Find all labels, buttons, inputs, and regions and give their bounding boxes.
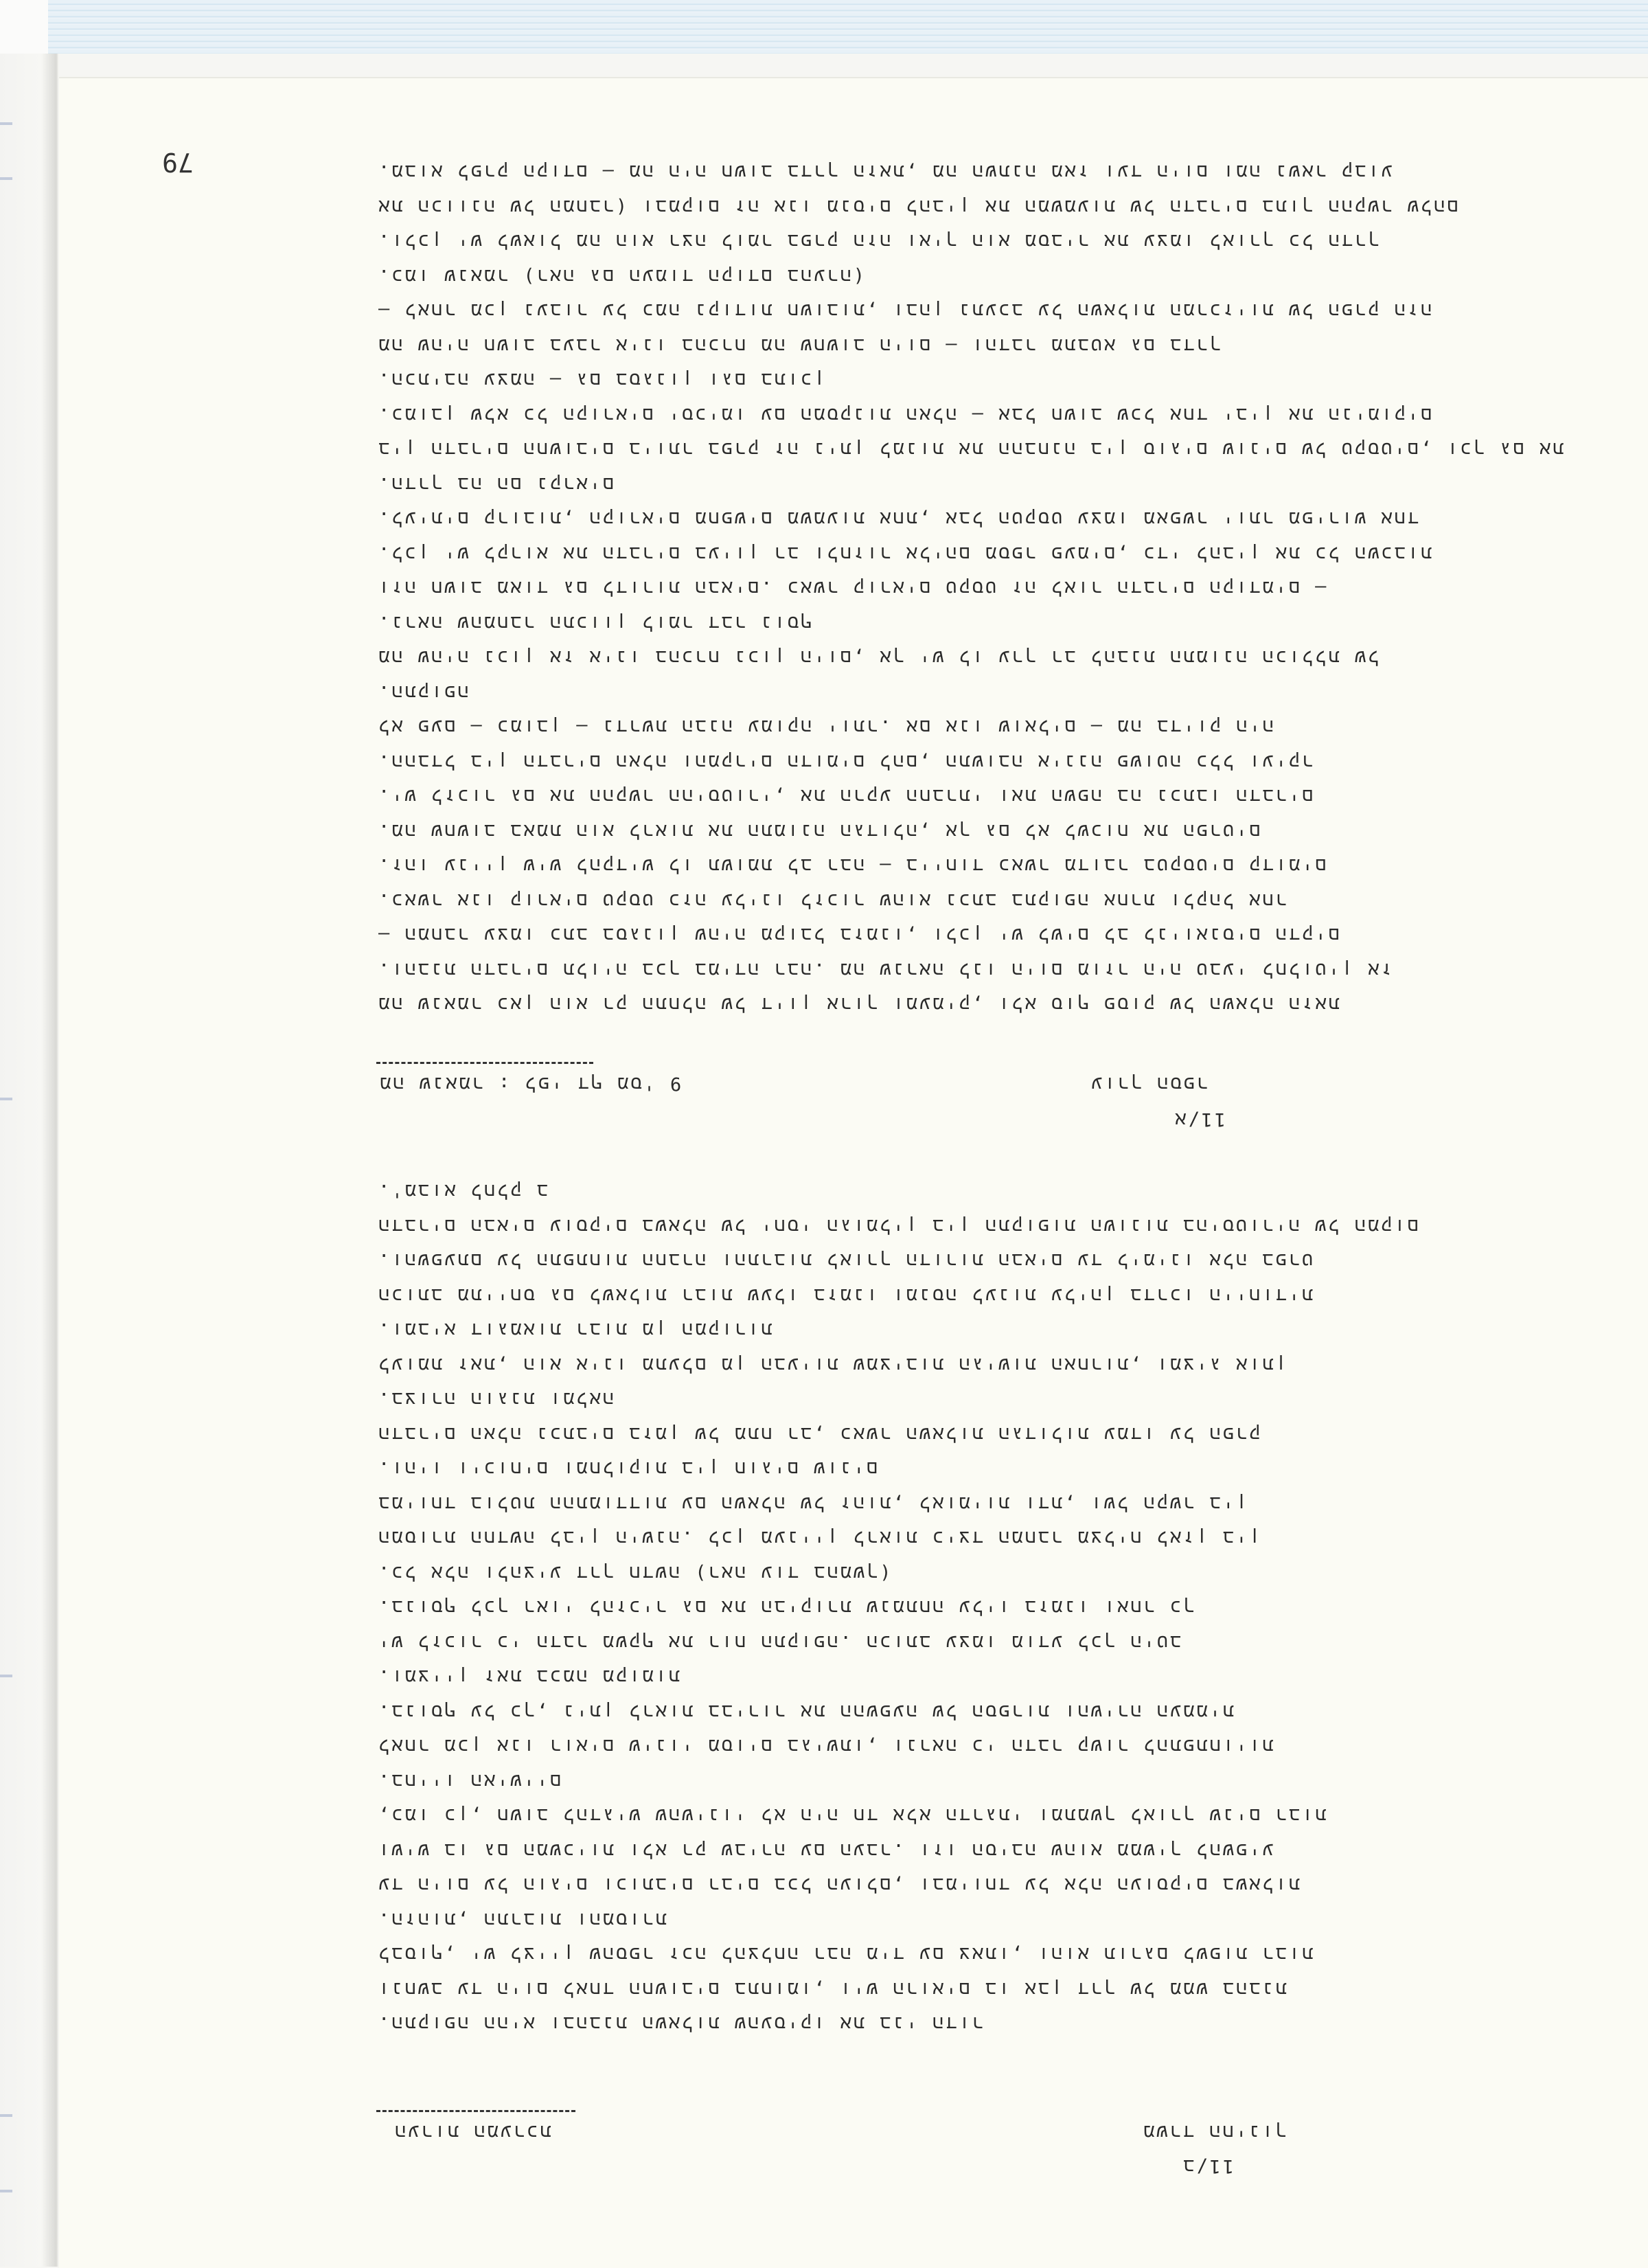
section-1-signature: מה שנאמר : לפי דף מס' 9 — [378, 1073, 682, 1094]
section-1-date: 11/א — [1173, 1109, 1226, 1130]
section2-line: לבסוף, יש לציין שהספר זכה להצלחה רבה מיד עם צאתו, והוא תורגם לשפות רבות — [376, 1943, 1314, 1964]
page-number: 79 — [162, 147, 194, 177]
section2-line: בצורה הוגנת ומלאה. — [376, 1388, 614, 1409]
section2-line: המסורת החדשה לבין הישנה. לכן מעניין לראות כיצד המחבר מצליח לאזן בין — [376, 1527, 1261, 1548]
section1-line: מבוא לפרק הקודם – מה היה חשוב בדרך הזאת, מה השתנה מאז ועד היום ומה נשאר קבוע. — [376, 161, 1393, 182]
section1-line: יש לזכור גם את ההקשר ההיסטורי, את הרקע החברתי ואת השפה בה נכתבו הדברים. — [376, 785, 1314, 806]
section2-line: הכותב מתייחס גם לשאלות רבות שעלו בזמנו ומנסה לענות עליהן בדרכו הייחודית — [376, 1284, 1313, 1306]
section-1-author: עורך הספר — [1089, 1073, 1208, 1094]
section1-line: לכן יש לקרוא את הדברים בעיון רב ולחזור אליהם מספר פעמים, כדי להבין את כל השכבות. — [376, 542, 1432, 564]
section1-line: בין הדברים החשובים ביותר בפרק זה ניתן למנות את ההבחנה בין סוגים שונים של טקסטים, וכך גם את — [376, 438, 1564, 460]
section2-line: בנוסף על כך, ניתן לראות בבירור את ההשפעה של הספרות והשירה העממית. — [376, 1700, 1234, 1722]
section-2-author: משרד החינוך — [1141, 2121, 1287, 2142]
section1-line: והבנת הדברים תלויה בכך במידה רבה. מה שנראה לנו היום מוזר היה טבעי לחלוטין אז. — [376, 958, 1393, 980]
scan-margin-top — [0, 0, 48, 54]
section2-line: במיוחד בולטת ההתמודדות עם השאלה של זהות, לאומיות ודת, ושל הקשר בין — [376, 1492, 1248, 1514]
section1-line: המחבר עצמו כתב בסגנון שהיה מקובל בזמנו, ולכן יש לשים לב לניואנסים הדקים – — [376, 924, 1340, 945]
section2-line: הדברים הבאים עוסקים בשאלה של יחסי הגומלין בין התקופות השונות בהיסטוריה של המקום — [376, 1214, 1419, 1236]
section2-line: ומביא דוגמאות רבות מן המקורות. — [376, 1319, 772, 1340]
section2-line: ושיש בו גם המשכיות ולא רק שבירה עם העבר. וזו הסיבה שהוא ממשיך להשפיע — [376, 1839, 1274, 1861]
section1-line: מה שחשוב באמת הוא לראות את התמונה הגדולה, אך גם לא לשכוח את הפרטים. — [376, 819, 1261, 841]
section2-line: הדברים האלה נכתבים בזמן של מתח רב, כאשר השאלות הגדולות עמדו על הפרק — [376, 1422, 1261, 1444]
section-2-signature: הערות המערכת — [393, 2121, 551, 2142]
section2-line: והיו ויכוחים ומחלוקות בין חוגים שונים. — [376, 1458, 878, 1479]
section1-line: נראה שהמחבר התכוון לומר דבר נוסף. — [376, 611, 812, 633]
section1-line: הדרך בה הם נקראים. — [376, 473, 614, 495]
section2-line: לעומת זאת, הוא אינו מתעלם מן הבעיות שמציבות הגישות האחרות, ומציג אותן — [376, 1353, 1287, 1375]
section2-line: בנוסף לכך ראוי להזכיר גם את הביקורת שנמתחה עליו בזמנו ואחר כך. — [376, 1596, 1195, 1618]
section1-line: ולכן יש לשאול מה הוא רצה לומר בפרק הזה ואיך הוא מסביר את עצמו לאורך כל הדרך. — [376, 230, 1380, 251]
section-2-date: 11/ב — [1181, 2155, 1234, 2177]
section1-line: לא פעם – כמובן – נדרשת הבנה עמוקה יותר. אם אנו שואלים – מה בדיוק היה — [376, 716, 1274, 737]
section2-line: בחייו האישיים. — [376, 1769, 561, 1791]
section1-line: כמובן שלא כל הקוראים יסכימו עם המסקנות האלה – אבל חשוב שכל אחד יבין את הנימוקים. — [376, 403, 1432, 425]
section1-line: התקופה. — [376, 681, 469, 703]
section1-line: כאשר אנו קוראים טקסט כזה עלינו לזכור שהוא נכתב בתקופה אחרת ולקהל אחר. — [376, 889, 1287, 911]
section1-line: לאחר מכן נעבור על כמה נקודות חשובות, ובהן נתעכב על השאלות המרכזיות של הפרק הזה – — [376, 299, 1432, 321]
section2-line: כמו כן, חשוב להדגיש שהשינוי לא היה חד אלא הדרגתי ומתמשך לאורך שנים רבות, — [376, 1804, 1327, 1826]
section1-line: את הכוונה של המחבר) ובמקום זה אנו מנסים להבין את המשמעות של הדברים בתוך ההקשר שלהם — [376, 195, 1458, 217]
section2-line: הזהות, התרבות והמסורת. — [376, 1908, 667, 1930]
section2-line: מבוא לחלק ב'. — [376, 1180, 548, 1201]
scan-left-marks — [0, 54, 14, 2267]
signature-rule-1 — [376, 1062, 593, 1064]
section2-line: כל אלה ולהציע דרך חדשה (ראה עוד בהמשך). — [376, 1561, 891, 1583]
section1-line: ההבדל בין הדברים האלה והמקרים הדומים להם, התשובה איננה פשוטה כלל ועיקר. — [376, 750, 1314, 772]
section1-line: מה שנאמר כאן הוא רק התחלה של דיון ארוך ומעמיק, ולא סוף פסוק של השאלה הזאת — [376, 993, 1340, 1014]
section1-line: לעיתים קרובות, הקוראים מחפשים משמעות אחת, אבל הטקסט עצמו מאפשר יותר מפירוש אחד. — [376, 508, 1419, 529]
section2-line: והשפעתם על התפתחות החברה והתרבות לאורך הדורות הבאים עד לימינו אלה בפרט. — [376, 1249, 1314, 1271]
scan-header-band — [48, 0, 1648, 54]
section2-line: עד היום על הוגים וכותבים רבים בכל העולם, ובמיוחד על אלה העוסקים בשאלות — [376, 1874, 1300, 1895]
section1-line: מה שהיה חשוב בעבר אינו בהכרח מה שחשוב היום – והדבר מתבטא גם בדרך — [376, 334, 1221, 356]
signature-rule-2 — [376, 2110, 575, 2112]
section1-line: הכתיבה עצמה – גם בסגנון וגם בתוכן. — [376, 369, 825, 390]
section2-line: התקופה ההיא ובהבנת השאלות שהעסיקו את בני הדור. — [376, 2012, 983, 2034]
section1-line: מה שהיה נכון אז אינו בהכרח נכון היום, אך יש לו ערך רב להבנת התמונה הכוללת של — [376, 646, 1380, 668]
section2-line: יש לזכור כי הדבר משקף את רוח התקופה. הכותב עצמו מודע לכך היטב — [376, 1631, 1182, 1653]
section1-line: זהו עניין שיש להקדיש לו תשומת לב רבה – בייחוד כאשר מדובר בטקסטים קדומים. — [376, 854, 1327, 876]
section2-line: ומציין זאת בכמה מקומות. — [376, 1666, 680, 1687]
section1-line: – וזה חשוב מאוד גם לדורות הבאים. כאשר קוראים טקסט זה לאור הדברים הקודמים — [376, 577, 1327, 598]
section2-line: ונחשב עד היום לאחד החשובים בתחומו, ויש הרואים בו אבן דרך של ממש בהבנת — [376, 1977, 1287, 1999]
section2-line: לאחר מכן אנו רואים שינוי מסוים בגישתו, ונראה כי הדבר קשור להתפתחויות — [376, 1735, 1274, 1756]
section1-line: כמו שנאמר (ראה גם העמוד הקודם בהערה). — [376, 264, 865, 286]
